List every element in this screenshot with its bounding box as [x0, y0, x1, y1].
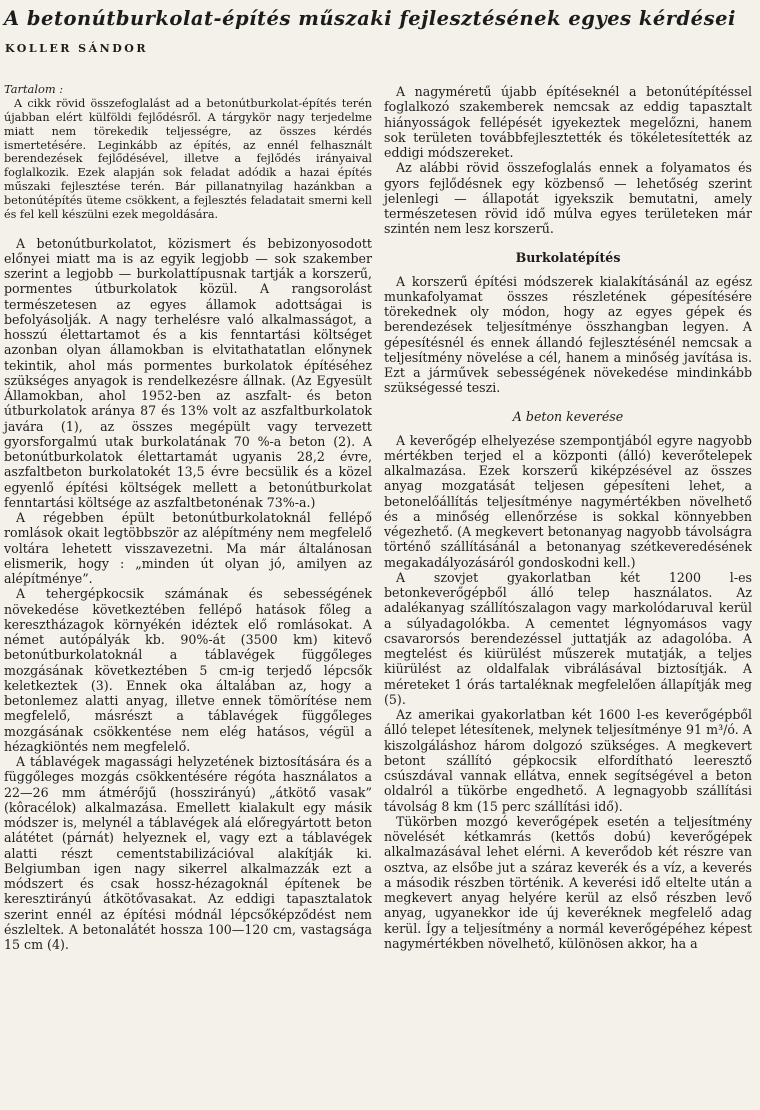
paragraph: A szovjet gyakorlatban két 1200 l-es betonkeverőgépből álló telep használatos. Az adalékanyag szállítószalagon vagy markolódaruval kerül a súlyadagolókba. A cementet légnyomásos vagy csavarorsós berendezéssel juttatják az adagolóba. A megtelést és kiürülést műszerek mutatják, a teljes kiürülést az oldalfalak vibrálásával biztosítják. A méreteket 1 órás tartaléknak megfelelően állapítják meg (5).	[384, 569, 752, 707]
paragraph: A korszerű építési módszerek kialakításánál az egész munkafolyamat összes részletének gépesítésére törekednek oly módon, hogy az egyes gépek és berendezések teljesítménye összhangban legyen. A gépesítésnél és ennek állandó fejlesztésénél nemcsak a teljesítmény növelése a cél, hanem a minőség javítása is. Ezt a járművek sebességének növekedése mindinkább szükségessé teszi.	[384, 273, 752, 396]
right-intro	[384, 84, 752, 237]
paragraph: A táblavégek magassági helyzetének biztosítására és a függőleges mozgás csökkentésére régóta használatos a 22—26 mm átmérőjű (hosszirányú) „átkötő vasak” (kôracélok) alkalmazása. Emellett kialakult egy másik módszer is, melynél a táblavégek alá előregyártott beton alátétet (párnát) helyeznek el, vagy ezt a táblavégek alatti részt cementstabilizációval alakítják ki. Belgiumban igen nagy sikerrel alkalmazzák ezt a módszert és csak hossz-hézagoknál építenek be keresztirányú átkötővasakat. Az eddigi tapasztalatok szerint ennél az építési módnál lépcsőképződést nem észleltek. A betonalátét hossza 100—120 cm, vastagsága 15 cm (4).	[4, 754, 372, 953]
article-title: A betonútburkolat-építés műszaki fejlesztésének egyes kérdései	[4, 7, 736, 30]
paragraph: Az amerikai gyakorlatban két 1600 l-es keverőgépből álló telepet létesítenek, melynek teljesítménye 91 m³/ó. A kiszolgáláshoz három dolgozó szükséges. A megkevert betont szállító gépkocsik elfordítható leeresztő csúszdával vannak ellátva, ennek segítségével a beton oldalról a tükörbe engedhető. A legnagyobb szállítási távolság 8 km (15 perc szállítási idő).	[384, 707, 752, 814]
right-column	[384, 82, 752, 952]
abstract	[4, 82, 372, 222]
two-column-body	[4, 82, 754, 952]
abstract-label: Tartalom :	[4, 82, 64, 96]
paragraph: Tükörben mozgó keverőgépek esetén a teljesítmény növelését kétkamrás (kettős dobú) keverőgépek alkalmazásával lehet elérni. A keverődob két részre van osztva, az elsőbe jut a száraz keverék és a víz, a keverés a második részben történik. A keverési idő eltelte után a megkevert anyag helyére kerül az első részben levő anyag, ugyanekkor ide új keveréknek megfelelő adag kerül. Így a teljesítmény a normál keverőgépéhez képest nagymértékben növelhető, különösen akkor, ha a	[384, 813, 752, 951]
abstract-text: A cikk rövid összefoglalást ad a betonútburkolat-építés terén újabban elért külföldi fejlődésről. A tárgykör nagy terjedelme miatt nem törekedik teljességre, az összes kérdés ismertetésére. Leginkább az építés, az ennél felhasznált berendezések fejlődésével, illetve a fejlődés irányaival foglalkozik. Ezek alapján sok feladat adódik a hazai építés műszaki fejlesztése terén. Bár pillanatnyilag hazánkban a betonútépítés üteme csökkent, a fejlesztés feladatait smerni kell és fel kell készülni ezek megoldására.	[4, 97, 372, 221]
paragraph: A tehergépkocsik számának és sebességének növekedése következtében fellépő hatások főleg a keresztházagok környékén idéztek elő romlásokat. A német autópályák kb. 90%-át (3500 km) kitevő betonútburkolatoknál a táblavégek függőleges mozgásának következtében 5 cm-ig terjedő lépcsők keletkeztek (3). Ennek oka általában az, hogy a betonlemez alatti anyag, illetve ennek tömörítése nem megfelelő, másrészt a táblavégek függőleges mozgásának csökkentése nem elég hatásos, végül a hézagkiöntés nem megfelelő.	[4, 586, 372, 754]
paragraph: A nagyméretű újabb építéseknél a betonútépítéssel foglalkozó szakemberek nemcsak az eddig tapasztalt hiányosságok fellépését igyekeztek megelőzni, hanem sok területen továbbfejlesztették és tökéletesítették az eddigi módszereket.	[384, 84, 752, 160]
paragraph: A régebben épült betonútburkolatoknál fellépő romlások okait legtöbbször az alépítmény nem megfelelő voltára lehetett visszavezetni. Ma már általánosan elismerik, hogy : „minden út olyan jó, amilyen az alépítménye”.	[4, 510, 372, 587]
paragraph: A keverőgép elhelyezése szempontjából egyre nagyobb mértékben terjed el a központi (álló) keverőtelepek alkalmazása. Ezek korszerű kiképzésével az összes anyag mozgatását teljesen gépesíteni lehet, a betonelőállítás teljesítménye nagymértékben növelhető és a minőség ellenőrzése is sokkal könnyebben végezhető. (A megkevert betonanyag nagyobb távolságra történő szállításánál a betonanyag szétkeveredésének megakadályozásáról gondoskodni kell.)	[384, 432, 752, 570]
article-author: KOLLER SÁNDOR	[5, 42, 148, 55]
subsection-heading-beton-keverese: A beton keverése	[512, 408, 624, 424]
paragraph: A betonútburkolatot, közismert és bebizonyosodott előnyei miatt ma is az egyik legjobb — sok szakember szerint a legjobb — burkolattípusnak tartják a korszerű, pormentes útburkolatok közül. A rangsorolást természetesen az egyes államok adottságai is befolyásolják. A nagy terhelésre való alkalmasságot, a hosszú élettartamot és a kis fenntartási költséget azonban olyan államokban is elvitathatatlan előnynek tekintik, ahol más pormentes burkolatok építéséhez szükséges anyagok is rendelkezésre állnak. (Az Egyesült Államokban, ahol 1952-ben az aszfalt- és beton útburkolatok aránya 87 és 13% volt az aszfaltburkolatok javára (1), az összes megépült vagy tervezett gyorsforgalmú utak burkolatának 70 %-a beton (2). A betonútburkolatok élettartamát ugyanis 28,2 évre, aszfaltbeton burkolatokét 13,5 évre becsülik és a közel egyenlő építési költségek mellett a betonútburkolat fenntartási költsége az aszfaltbetonénak 73%-a.)	[4, 235, 372, 510]
section-heading-burkolatepites: Burkolatépítés	[515, 249, 621, 265]
paragraph: Az alábbi rövid összefoglalás ennek a folyamatos és gyors fejlődésnek egy közbenső — lehetőség szerint jelenlegi — állapotát igyekszik bemutatni, amely természetesen rövid idő múlva egyes területeken már szintén nem lesz korszerű.	[384, 160, 752, 237]
left-column	[4, 82, 372, 952]
left-body	[4, 236, 372, 953]
